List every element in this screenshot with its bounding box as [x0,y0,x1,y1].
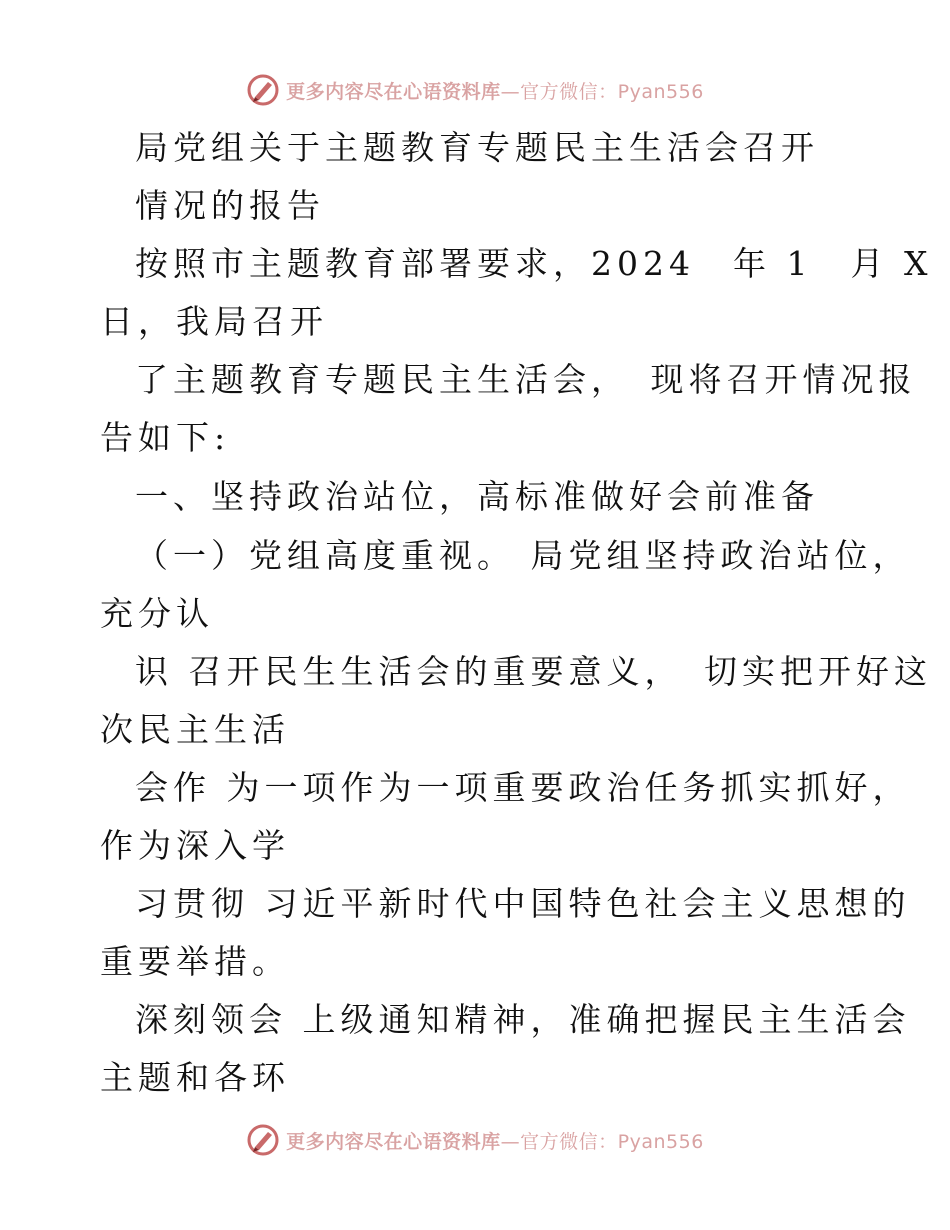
doc-title-line-2: 情况的报告 [135,186,325,225]
doc-paragraph-line: 习贯彻 习近平新时代中国特色社会主义思想的 [135,884,911,923]
header-banner-separator: — [500,80,521,103]
footer-banner [0,1120,950,1160]
pen-logo-icon [246,1123,280,1157]
doc-paragraph-line: 识 召开民生生活会的重要意义， 切实把开好这 [135,652,932,691]
doc-title-line-1: 局党组关于主题教育专题民主生活会召开 [135,128,819,167]
doc-paragraph-line: 次民主生活 [100,710,290,749]
header-banner-main: 更多内容尽在心语资料库 [286,80,501,103]
header-banner-text [286,77,704,104]
doc-paragraph-line: 按照市主题教育部署要求，2024 年 1 月 X [135,244,933,283]
doc-paragraph-line: （一）党组高度重视。 局党组坚持政治站位， [135,536,911,575]
pen-logo-icon [246,73,280,107]
doc-paragraph-line: 日，我局召开 [100,302,328,341]
doc-paragraph-line: 作为深入学 [100,826,290,865]
header-banner [0,70,950,110]
footer-banner-text [286,1127,704,1154]
footer-banner-separator: — [500,1130,521,1153]
doc-paragraph-line: 充分认 [100,594,214,633]
doc-paragraph-line: 了主题教育专题民主生活会， 现将召开情况报 [135,360,917,399]
doc-paragraph-line: 告如下: [100,418,231,457]
header-banner-wechat: 官方微信：Pyan556 [520,80,704,103]
doc-paragraph-line: 主题和各环 [100,1058,290,1097]
doc-paragraph-line: 重要举措。 [100,942,290,981]
doc-section-heading: 一、坚持政治站位，高标准做好会前准备 [135,477,819,516]
doc-paragraph-line: 深刻领会 上级通知精神，准确把握民主生活会 [135,1000,911,1039]
doc-paragraph-line: 会作 为一项作为一项重要政治任务抓实抓好， [135,768,911,807]
footer-banner-main: 更多内容尽在心语资料库 [286,1130,501,1153]
footer-banner-wechat: 官方微信：Pyan556 [520,1130,704,1153]
